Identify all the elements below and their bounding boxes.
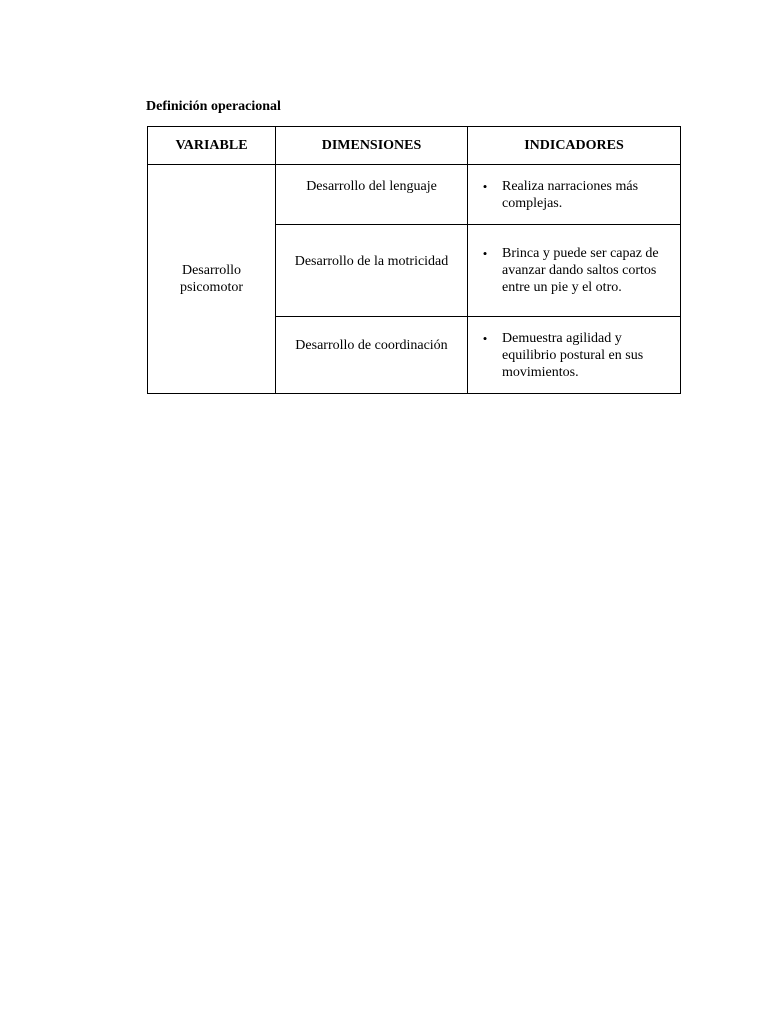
header-dimensions: DIMENSIONES [276, 127, 468, 165]
bullet-icon: • [482, 330, 488, 346]
dimension-label: Desarrollo de la motricidad [294, 253, 449, 269]
dimension-cell [276, 225, 468, 317]
indicator-text: Realiza narraciones más complejas. [502, 178, 639, 211]
variable-name: Desarrollo psicomotor [180, 263, 243, 295]
variable-cell [148, 165, 276, 394]
header-variable: VARIABLE [148, 127, 276, 165]
indicator-text: Brinca y puede ser capaz de avanzar dando saltos cortos entre un pie y el otro. [502, 246, 659, 295]
table-header-row [148, 127, 681, 165]
bullet-icon: • [482, 246, 488, 261]
bullet-icon: • [482, 178, 488, 194]
indicator-text: Demuestra agilidad y equilibrio postural en sus movimientos. [502, 330, 644, 380]
indicator-cell [468, 317, 681, 394]
section-title: Definición operacional [146, 99, 281, 114]
dimension-cell [276, 165, 468, 225]
operational-definition-table [147, 126, 681, 394]
dimension-label: Desarrollo de coordinación [295, 338, 448, 353]
indicator-cell [468, 165, 681, 225]
table-row [148, 165, 681, 225]
dimension-cell [276, 317, 468, 394]
dimension-label: Desarrollo del lenguaje [306, 178, 437, 194]
header-indicators: INDICADORES [468, 127, 681, 165]
indicator-cell [468, 225, 681, 317]
